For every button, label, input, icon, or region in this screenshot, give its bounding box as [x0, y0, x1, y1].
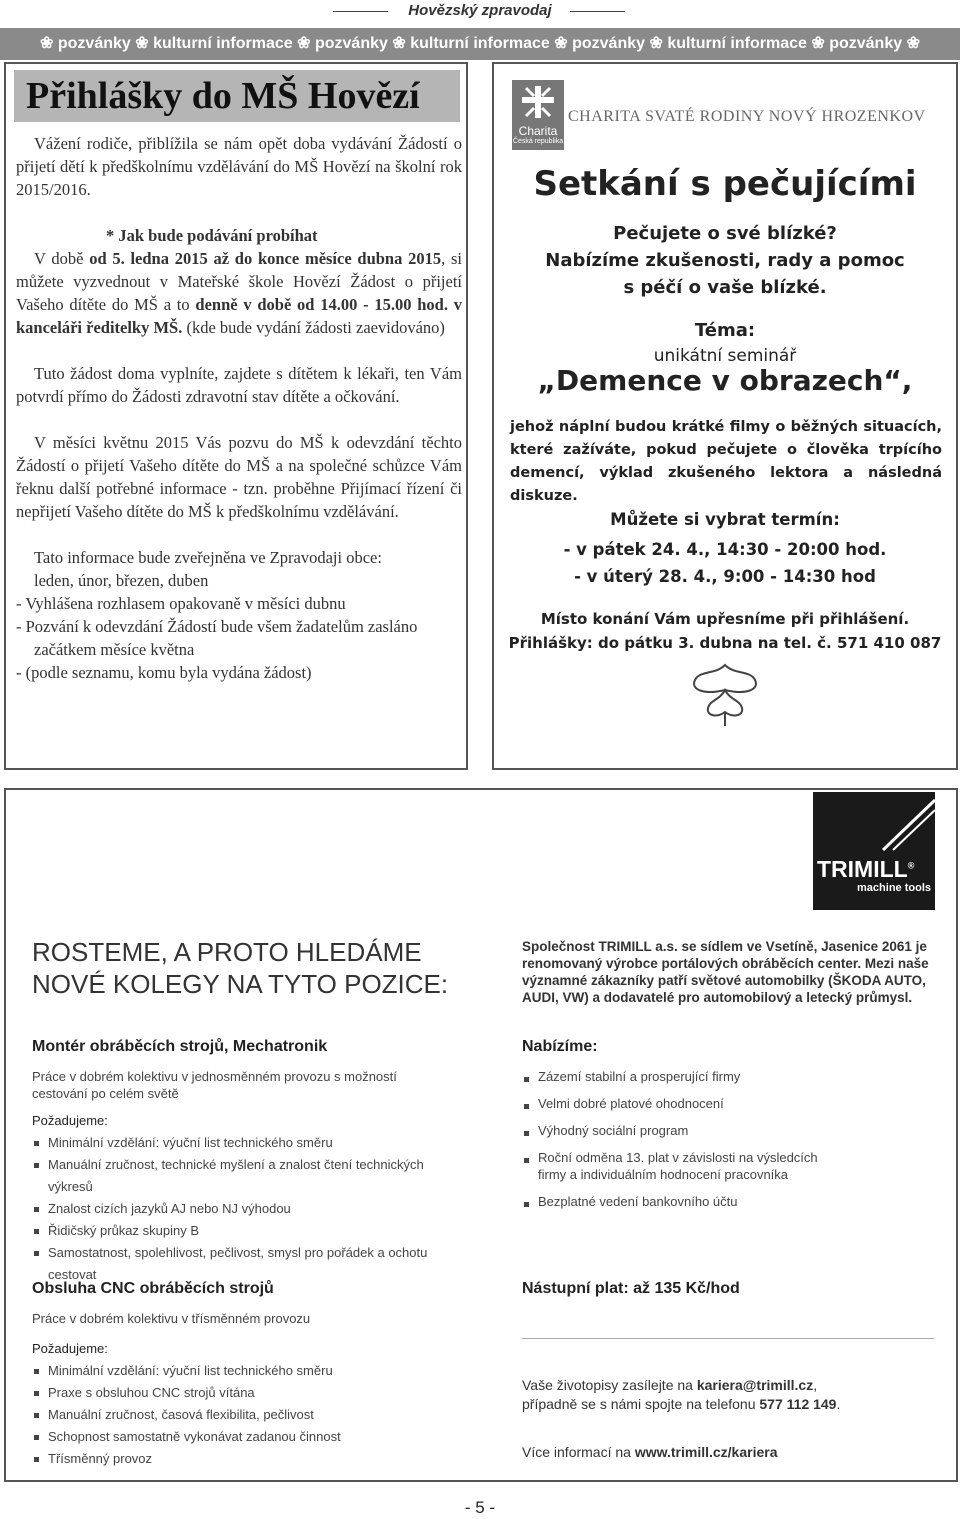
banner-separator-icon: ❀ — [392, 35, 411, 52]
banner-item: kulturní informace — [153, 35, 298, 52]
offer-item: Zázemí stabilní a prosperující firmy — [522, 1068, 938, 1085]
text-run: Vaše životopisy zasílejte na — [522, 1377, 697, 1393]
doctor-paragraph: Tuto žádost doma vyplníte, zajdete s dítětem k lékaři, ten Vám potvrdí přímo do Žádosti zdravotní stav dítěte a očkování. — [16, 364, 462, 406]
date-item: - v pátek 24. 4., 14:30 - 20:00 hod. — [563, 540, 887, 559]
registration-note: Přihlášky: do pátku 3. dubna na tel. č. 571 410 087 — [508, 634, 942, 652]
lead-line: Pečujete o své blízké? — [613, 223, 837, 244]
banner-item: kulturní informace — [410, 35, 555, 52]
banner-separator-icon: ❀ — [40, 35, 58, 52]
trimill-job-ad — [4, 788, 958, 1482]
job2-title: Obsluha CNC obráběcích strojů — [32, 1280, 274, 1297]
headline-line: ROSTEME, A PROTO HLEDÁME — [32, 937, 422, 967]
banner-separator-icon: ❀ — [135, 35, 154, 52]
requirement-item: Minimální vzdělání: výuční list technického směru — [32, 1132, 472, 1154]
contact-line — [522, 1395, 938, 1414]
header-rule-left — [333, 11, 388, 12]
job1-title: Montér obráběcích strojů, Mechatronik — [32, 1038, 328, 1055]
theme-title: „Demence v obrazech“, — [537, 364, 913, 397]
contact-info — [522, 1376, 938, 1414]
trimill-logo — [813, 792, 935, 910]
divider — [522, 1338, 934, 1339]
logo-registered: ® — [907, 860, 915, 871]
job2-requirements-label: Požadujeme: — [32, 1341, 108, 1356]
lead-text — [494, 220, 956, 301]
date-list — [494, 536, 956, 590]
requirement-item: Manuální zručnost, technické myšlení a znalost čtení technických výkresů — [32, 1154, 472, 1198]
job1-requirements-label: Požadujeme: — [32, 1113, 108, 1128]
logo-wordmark — [817, 856, 914, 883]
banner-separator-icon: ❀ — [811, 35, 830, 52]
requirement-item: Třísměnný provoz — [32, 1448, 472, 1470]
offer-title: Nabízíme: — [522, 1038, 598, 1055]
banner-item: pozvánky — [57, 35, 136, 52]
months-line: leden, únor, březen, duben — [34, 571, 209, 590]
requirement-item: Samostatnost, spolehlivost, pečlivost, smysl pro pořádek a ochotu cestovat — [32, 1242, 472, 1286]
banner-item: kulturní informace — [667, 35, 812, 52]
text-run: , — [813, 1377, 818, 1393]
may-paragraph: V měsíci květnu 2015 Vás pozvu do MŠ k odevzdání těchto Žádostí o přijetí Vašeho dítěte do MŠ a na společné schůzce Vám řeknu další potřebné informace - tzn. proběhne Přijímací řízení či nepřijetí Vašeho dítěte do MŠ k předškolnímu vzdělávání. — [16, 433, 462, 521]
header-rule-right — [570, 11, 625, 12]
banner-item: pozvánky — [314, 35, 393, 52]
charita-logo — [512, 80, 564, 150]
banner-item: pozvánky — [829, 35, 907, 52]
offer-item: Výhodný sociální program — [522, 1122, 938, 1139]
email-link[interactable]: kariera@trimill.cz — [696, 1377, 814, 1393]
more-info — [522, 1444, 777, 1460]
requirement-item: Praxe s obsluhou CNC strojů vítána — [32, 1382, 472, 1404]
text-run: V době — [34, 249, 90, 268]
logo-text: Charita — [518, 124, 558, 138]
theme-label: Téma: — [694, 320, 756, 341]
offer-list — [522, 1068, 938, 1210]
lead-line: s péčí o vaše blízké. — [623, 277, 827, 298]
text-run: Více informací na — [522, 1444, 635, 1460]
choose-date-label: Můžete si vybrat termín: — [610, 510, 840, 529]
newsletter-title: Hovězský zpravodaj — [408, 2, 552, 19]
logo-tagline: machine tools — [857, 882, 931, 894]
banner-separator-icon: ❀ — [649, 35, 668, 52]
article-body — [16, 132, 462, 684]
offer-item: Velmi dobré platové ohodnocení — [522, 1095, 938, 1112]
requirement-item: Řidičský průkaz skupiny B — [32, 1220, 472, 1242]
text-run: . — [836, 1396, 841, 1412]
logo-swoosh-icon — [813, 792, 935, 852]
text-run-bold: od 5. ledna 2015 až do konce měsíce dubna 2015 — [89, 249, 442, 268]
banner-separator-icon: ❀ — [297, 35, 315, 52]
theme-subtitle: unikátní seminář — [653, 346, 797, 366]
ad-headline — [32, 936, 448, 1000]
requirement-item: Minimální vzdělání: výuční list technického směru — [32, 1360, 472, 1382]
timing-paragraph — [16, 247, 462, 339]
requirement-item: Schopnost samostatně vykonávat zadanou činnost — [32, 1426, 472, 1448]
contact-line — [522, 1376, 938, 1395]
organization-name: CHARITA SVATÉ RODINY NOVÝ HROZENKOV — [568, 108, 926, 125]
list-item: - Vyhlášena rozhlasem opakovaně v měsíci dubnu — [16, 594, 346, 613]
phone-number: 577 112 149 — [759, 1396, 837, 1412]
list-item: - Pozvání k odevzdání Žádostí bude všem žadatelům zasláno začátkem měsíce května — [16, 617, 418, 659]
requirement-item: Znalost cizích jazyků AJ nebo NJ výhodou — [32, 1198, 472, 1220]
banner-item: pozvánky — [572, 35, 650, 52]
cross-icon — [522, 86, 554, 118]
intro-paragraph: Vážení rodiče, přiblížila se nám opět doba vydávání Žádostí o přijetí dětí k předškolnímu vzdělávání do MŠ Hovězí na školní rok 2015/2016. — [16, 134, 462, 199]
salary-info: Nástupní plat: až 135 Kč/hod — [522, 1280, 740, 1297]
website-link[interactable]: www.trimill.cz/kariera — [634, 1444, 778, 1460]
offer-item: Bezplatné vedení bankovního účtu — [522, 1193, 938, 1210]
ornament-icon — [680, 660, 770, 730]
text-run-bold: denně v době od 14.00 - 15.00 hod. v kanceláři ředitelky MŠ. — [16, 295, 462, 337]
date-item: - v úterý 28. 4., 9:00 - 14:30 hod — [574, 567, 876, 586]
publish-paragraph: Tato informace bude zveřejněna ve Zpravodaji obce: — [34, 548, 382, 567]
job1-description: Práce v dobrém kolektivu v jednosměnném provozu s možností cestování po celém světě — [32, 1069, 397, 1101]
text-run: případně se s námi spojte na telefonu — [522, 1396, 760, 1412]
job1-requirements — [32, 1132, 472, 1286]
job2-description: Práce v dobrém kolektivu v třísměnném provozu — [32, 1311, 311, 1326]
event-headline: Setkání s pečujícími — [533, 164, 917, 204]
page-number: - 5 - — [464, 1498, 496, 1517]
category-banner — [0, 28, 960, 60]
banner-separator-icon: ❀ — [906, 35, 920, 52]
logo-name: TRIMILL — [817, 856, 908, 882]
headline-line: NOVÉ KOLEGY NA TYTO POZICE: — [32, 969, 449, 999]
article-title: Přihlášky do MŠ Hovězí — [26, 75, 420, 117]
venue-note: Místo konání Vám upřesníme při přihlášení. — [540, 610, 910, 628]
seminar-description: jehož náplní budou krátké filmy o běžných situacích, které zažíváte, pokud pečujete o člověka trpícího demencí, výklad zkušeného lektora a následná diskuze. — [510, 419, 942, 504]
text-run: , si můžete vyzvednout v Mateřské škole Hovězí Žádost o přijetí Vašeho dítěte do MŠ a to — [16, 249, 462, 314]
offer-item: Roční odměna 13. plat v závislosti na výsledcích firmy a individuálním hodnocení pracovníka — [522, 1149, 848, 1183]
list-item: - (podle seznamu, komu byla vydána žádost) — [16, 663, 312, 682]
job2-requirements — [32, 1360, 472, 1470]
banner-separator-icon: ❀ — [554, 35, 573, 52]
charity-ad — [492, 62, 958, 770]
requirement-item: Manuální zručnost, časová flexibilita, pečlivost — [32, 1404, 472, 1426]
page-header — [0, 0, 960, 26]
article-title-bar — [14, 70, 460, 122]
company-intro: Společnost TRIMILL a.s. se sídlem ve Vsetíně, Jasenice 2061 je renomovaný výrobce portálových obráběcích center. Mezi naše významné zákazníky patří světové automobilky (ŠKODA AUTO, AUDI, VW) a dodavatelé pro automobilový a letecký průmysl. — [522, 939, 929, 1005]
text-run: (kde bude vydání žádosti zaevidováno) — [182, 318, 445, 337]
kindergarten-article — [4, 62, 468, 770]
lead-line: Nabízíme zkušenosti, rady a pomoc — [545, 250, 905, 271]
subheading: * Jak bude podávání probíhat — [106, 226, 318, 245]
logo-subtext: Česká republika — [512, 138, 564, 145]
